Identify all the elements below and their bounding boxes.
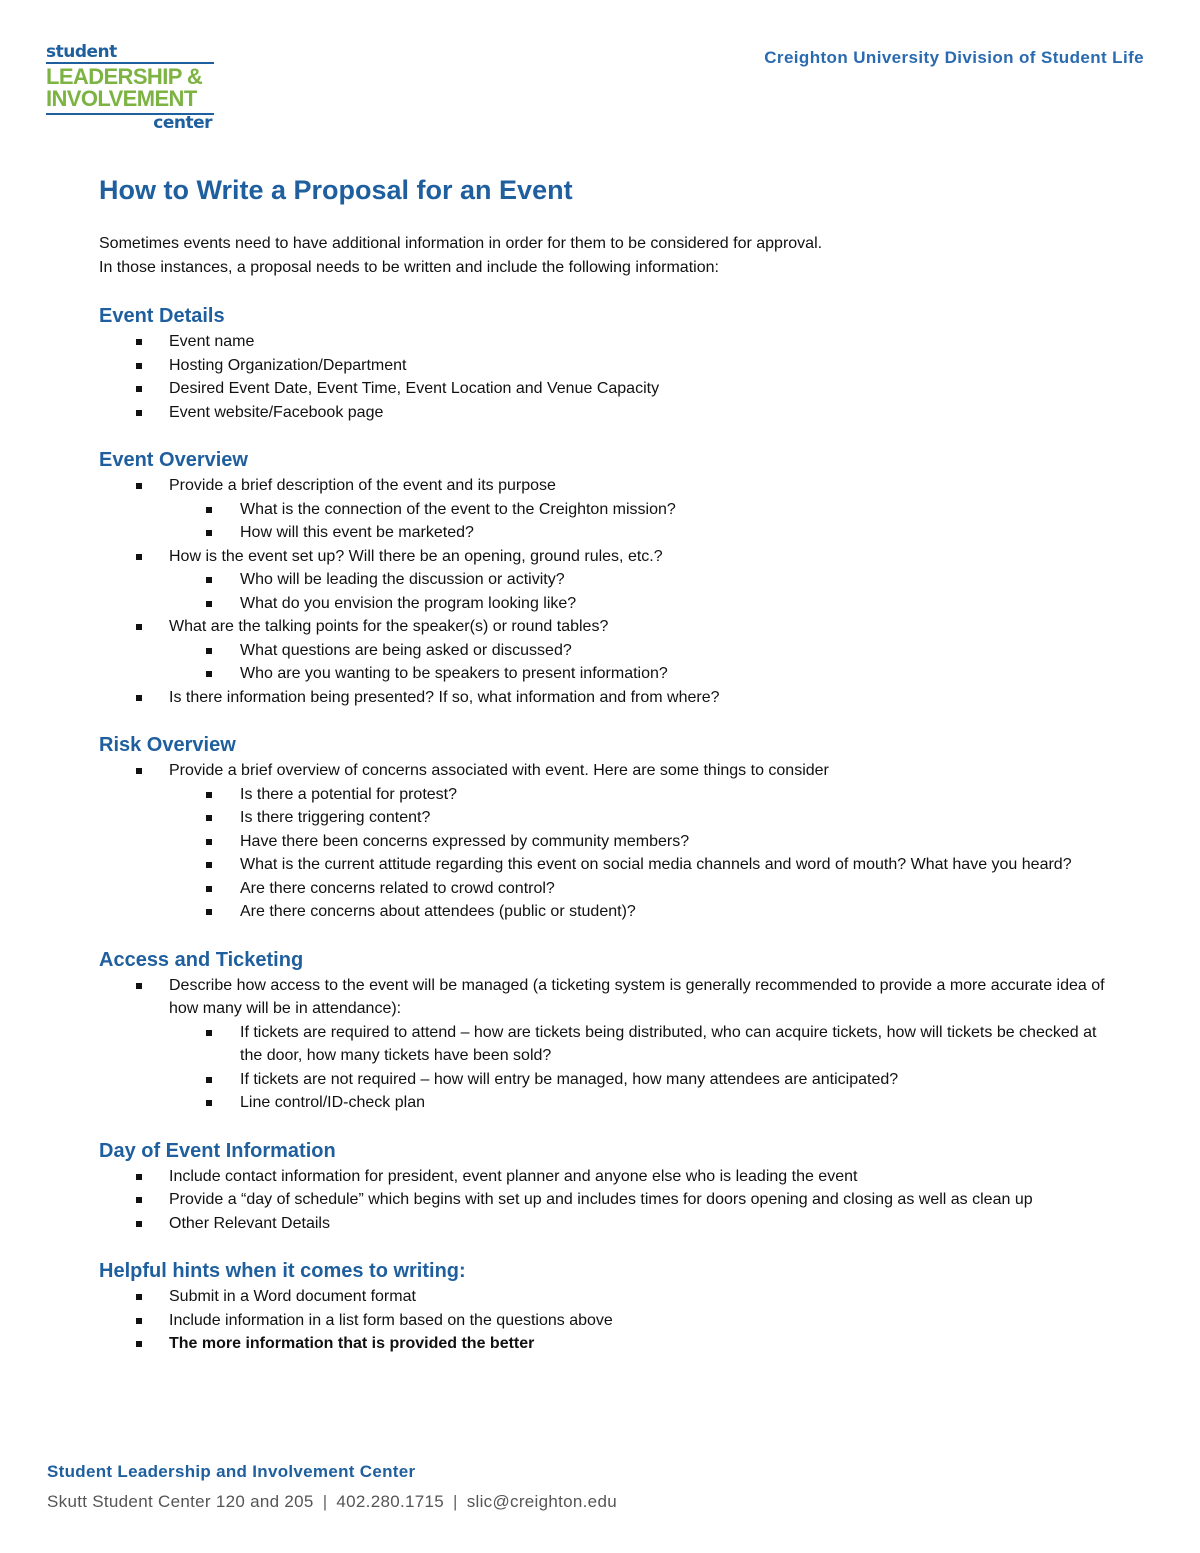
logo-line-student: student — [46, 42, 117, 62]
helpful-hints-list — [99, 1285, 1109, 1356]
division-title: Creighton University Division of Student Life — [764, 48, 1144, 67]
list-item: Event name — [99, 330, 1109, 354]
list-item: The more information that is provided the better — [99, 1332, 1109, 1356]
section-heading-helpful-hints: Helpful hints when it comes to writing: — [99, 1260, 466, 1282]
section-heading-risk-overview: Risk Overview — [99, 734, 236, 756]
list-item: How is the event set up? Will there be an opening, ground rules, etc.? — [99, 545, 1109, 569]
footer-separator: | — [322, 1492, 328, 1511]
list-item: Provide a brief overview of concerns associated with event. Here are some things to consider — [99, 759, 1109, 783]
sub-list-item: If tickets are not required – how will entry be managed, how many attendees are anticipated? — [99, 1068, 1109, 1092]
day-of-event-list — [99, 1165, 1109, 1236]
footer-email[interactable]: slic@creighton.edu — [466, 1492, 617, 1511]
list-item: Include information in a list form based on the questions above — [99, 1309, 1109, 1333]
list-item: Other Relevant Details — [99, 1212, 1109, 1236]
list-item: Provide a brief description of the event and its purpose — [99, 474, 1109, 498]
list-item: Is there information being presented? If so, what information and from where? — [99, 686, 1109, 710]
event-details-list — [99, 330, 1109, 424]
sub-list-item: What is the connection of the event to the Creighton mission? — [99, 498, 1109, 522]
page-title: How to Write a Proposal for an Event — [99, 175, 573, 205]
sub-list-item: Is there a potential for protest? — [99, 783, 1109, 807]
logo-line-center: center — [153, 112, 212, 133]
logo-line-leadership: LEADERSHIP & — [46, 64, 203, 89]
section-heading-event-overview: Event Overview — [99, 449, 248, 471]
footer-org-name: Student Leadership and Involvement Center — [47, 1462, 416, 1481]
sub-list-item: Are there concerns related to crowd control? — [99, 877, 1109, 901]
sub-list-item: What is the current attitude regarding this event on social media channels and word of mouth? What have you heard? — [99, 853, 1109, 877]
intro-text — [99, 232, 1109, 280]
footer-phone: 402.280.1715 — [336, 1492, 444, 1511]
sub-list-item: Are there concerns about attendees (public or student)? — [99, 900, 1109, 924]
section-heading-event-details: Event Details — [99, 305, 225, 327]
sub-list-item: What do you envision the program looking like? — [99, 592, 1109, 616]
sub-list-item: How will this event be marketed? — [99, 521, 1109, 545]
risk-overview-list — [99, 759, 1109, 924]
footer-contact — [47, 1491, 617, 1513]
list-item: Event website/Facebook page — [99, 401, 1109, 425]
slic-logo — [46, 44, 216, 132]
list-item: Include contact information for president, event planner and anyone else who is leading the event — [99, 1165, 1109, 1189]
intro-line-1: Sometimes events need to have additional information in order for them to be considered for approval. — [99, 235, 823, 252]
sub-list-item: Is there triggering content? — [99, 806, 1109, 830]
sub-list-item: Have there been concerns expressed by community members? — [99, 830, 1109, 854]
event-overview-list — [99, 474, 1109, 709]
document-body — [99, 172, 1109, 1356]
list-item: Describe how access to the event will be managed (a ticketing system is generally recommended to provide a more accurate idea of how many will be in attendance): — [99, 974, 1109, 1021]
page-footer — [47, 1461, 617, 1513]
list-item: Desired Event Date, Event Time, Event Location and Venue Capacity — [99, 377, 1109, 401]
sub-list-item: Who will be leading the discussion or activity? — [99, 568, 1109, 592]
section-heading-access-ticketing: Access and Ticketing — [99, 948, 304, 971]
list-item: What are the talking points for the speaker(s) or round tables? — [99, 615, 1109, 639]
list-item: Submit in a Word document format — [99, 1285, 1109, 1309]
intro-line-2: In those instances, a proposal needs to be written and include the following information: — [99, 259, 719, 276]
sub-list-item: If tickets are required to attend – how are tickets being distributed, who can acquire tickets, how will tickets be checked at the door, how many tickets have been sold? — [99, 1021, 1109, 1068]
sub-list-item: Line control/ID-check plan — [99, 1091, 1109, 1115]
list-item: Provide a “day of schedule” which begins with set up and includes times for doors opening and closing as well as clean up — [99, 1188, 1109, 1212]
footer-address: Skutt Student Center 120 and 205 — [47, 1492, 314, 1511]
sub-list-item: What questions are being asked or discussed? — [99, 639, 1109, 663]
access-ticketing-list — [99, 974, 1109, 1115]
logo-line-involvement: INVOLVEMENT — [46, 86, 197, 111]
list-item: Hosting Organization/Department — [99, 354, 1109, 378]
footer-separator: | — [453, 1492, 458, 1511]
sub-list-item: Who are you wanting to be speakers to present information? — [99, 662, 1109, 686]
section-heading-day-of-event: Day of Event Information — [99, 1139, 336, 1162]
